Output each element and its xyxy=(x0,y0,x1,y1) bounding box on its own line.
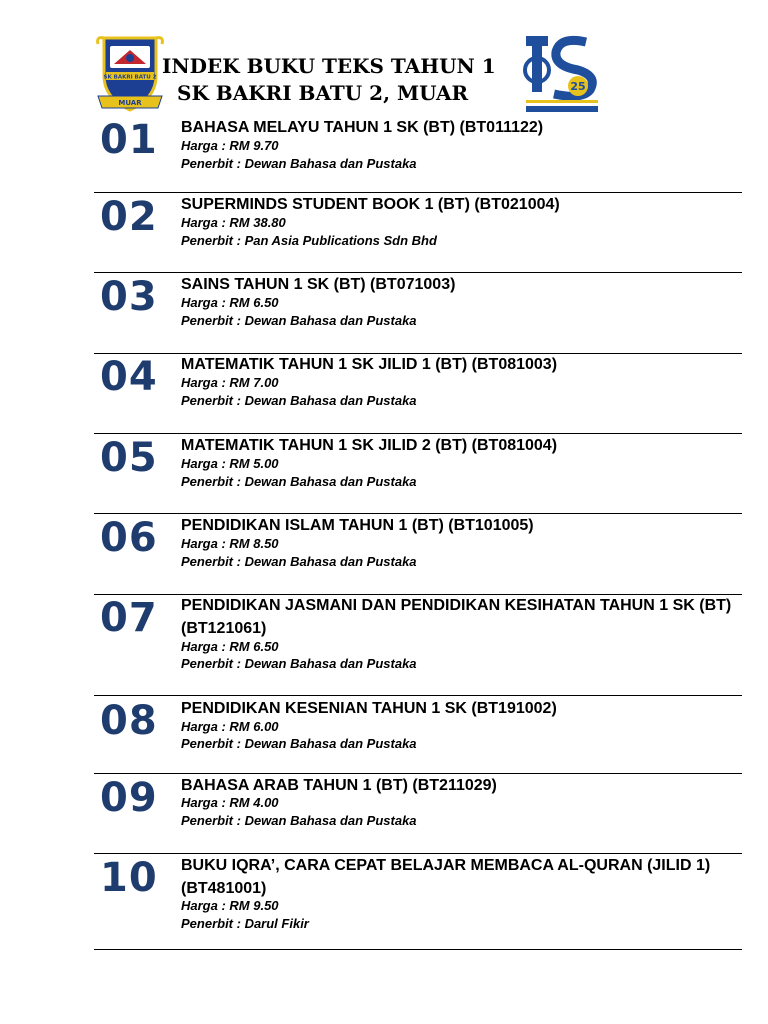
book-title: SAINS TAHUN 1 SK (BT) (BT071003) xyxy=(181,276,456,293)
book-title: BAHASA ARAB TAHUN 1 (BT) (BT211029) xyxy=(181,777,497,794)
crest-ribbon-text: MUAR xyxy=(118,99,142,107)
book-title: PENDIDIKAN ISLAM TAHUN 1 (BT) (BT101005) xyxy=(181,517,534,534)
book-publisher: Penerbit : Darul Fikir xyxy=(181,916,309,931)
item-number: 07 xyxy=(100,595,158,641)
document-header xyxy=(0,0,768,120)
book-price: Harga : RM 8.50 xyxy=(181,536,279,551)
book-publisher: Penerbit : Dewan Bahasa dan Pustaka xyxy=(181,554,417,569)
row-divider xyxy=(94,695,742,696)
book-title: SUPERMINDS STUDENT BOOK 1 (BT) (BT021004) xyxy=(181,196,560,213)
book-price: Harga : RM 5.00 xyxy=(181,456,279,471)
book-price: Harga : RM 6.00 xyxy=(181,719,279,734)
book-publisher: Penerbit : Dewan Bahasa dan Pustaka xyxy=(181,313,417,328)
book-publisher: Penerbit : Dewan Bahasa dan Pustaka xyxy=(181,813,417,828)
book-price: Harga : RM 4.00 xyxy=(181,795,279,810)
book-publisher: Penerbit : Pan Asia Publications Sdn Bhd xyxy=(181,233,437,248)
book-title: MATEMATIK TAHUN 1 SK JILID 2 (BT) (BT081004) xyxy=(181,437,558,454)
item-number: 03 xyxy=(100,274,158,320)
school-crest-icon xyxy=(94,32,166,114)
crest-banner-text: SK BAKRI BATU 2 xyxy=(103,74,157,81)
document-title: INDEK BUKU TEKS TAHUN 1 xyxy=(162,54,496,78)
item-number: 08 xyxy=(100,698,158,744)
book-title: BAHASA MELAYU TAHUN 1 SK (BT) (BT011122) xyxy=(181,119,544,136)
book-price: Harga : RM 6.50 xyxy=(181,639,279,654)
logo-number: 25 xyxy=(570,80,586,93)
item-number: 02 xyxy=(100,194,158,240)
book-price: Harga : RM 9.70 xyxy=(181,138,279,153)
book-price: Harga : RM 38.80 xyxy=(181,215,286,230)
book-price: Harga : RM 6.50 xyxy=(181,295,279,310)
school-name: SK BAKRI BATU 2, MUAR xyxy=(177,81,469,105)
transformation-program-logo-icon xyxy=(520,30,604,118)
item-number: 04 xyxy=(100,354,158,400)
item-number: 01 xyxy=(100,117,158,163)
book-title: PENDIDIKAN KESENIAN TAHUN 1 SK (BT191002) xyxy=(181,700,557,717)
book-publisher: Penerbit : Dewan Bahasa dan Pustaka xyxy=(181,474,417,489)
book-publisher: Penerbit : Dewan Bahasa dan Pustaka xyxy=(181,736,417,751)
book-price: Harga : RM 9.50 xyxy=(181,898,279,913)
book-title: BUKU IQRA’, CARA CEPAT BELAJAR MEMBACA AL-QURAN (JILID 1) (BT481001) xyxy=(181,857,711,897)
item-number: 06 xyxy=(100,515,158,561)
item-number: 10 xyxy=(100,855,158,901)
book-price: Harga : RM 7.00 xyxy=(181,375,279,390)
book-title: MATEMATIK TAHUN 1 SK JILID 1 (BT) (BT081003) xyxy=(181,356,558,373)
book-publisher: Penerbit : Dewan Bahasa dan Pustaka xyxy=(181,393,417,408)
book-publisher: Penerbit : Dewan Bahasa dan Pustaka xyxy=(181,656,417,671)
item-number: 05 xyxy=(100,435,158,481)
book-title: PENDIDIKAN JASMANI DAN PENDIDIKAN KESIHATAN TAHUN 1 SK (BT) (BT121061) xyxy=(181,597,732,637)
row-divider xyxy=(94,949,742,950)
book-publisher: Penerbit : Dewan Bahasa dan Pustaka xyxy=(181,156,417,171)
item-number: 09 xyxy=(100,775,158,821)
